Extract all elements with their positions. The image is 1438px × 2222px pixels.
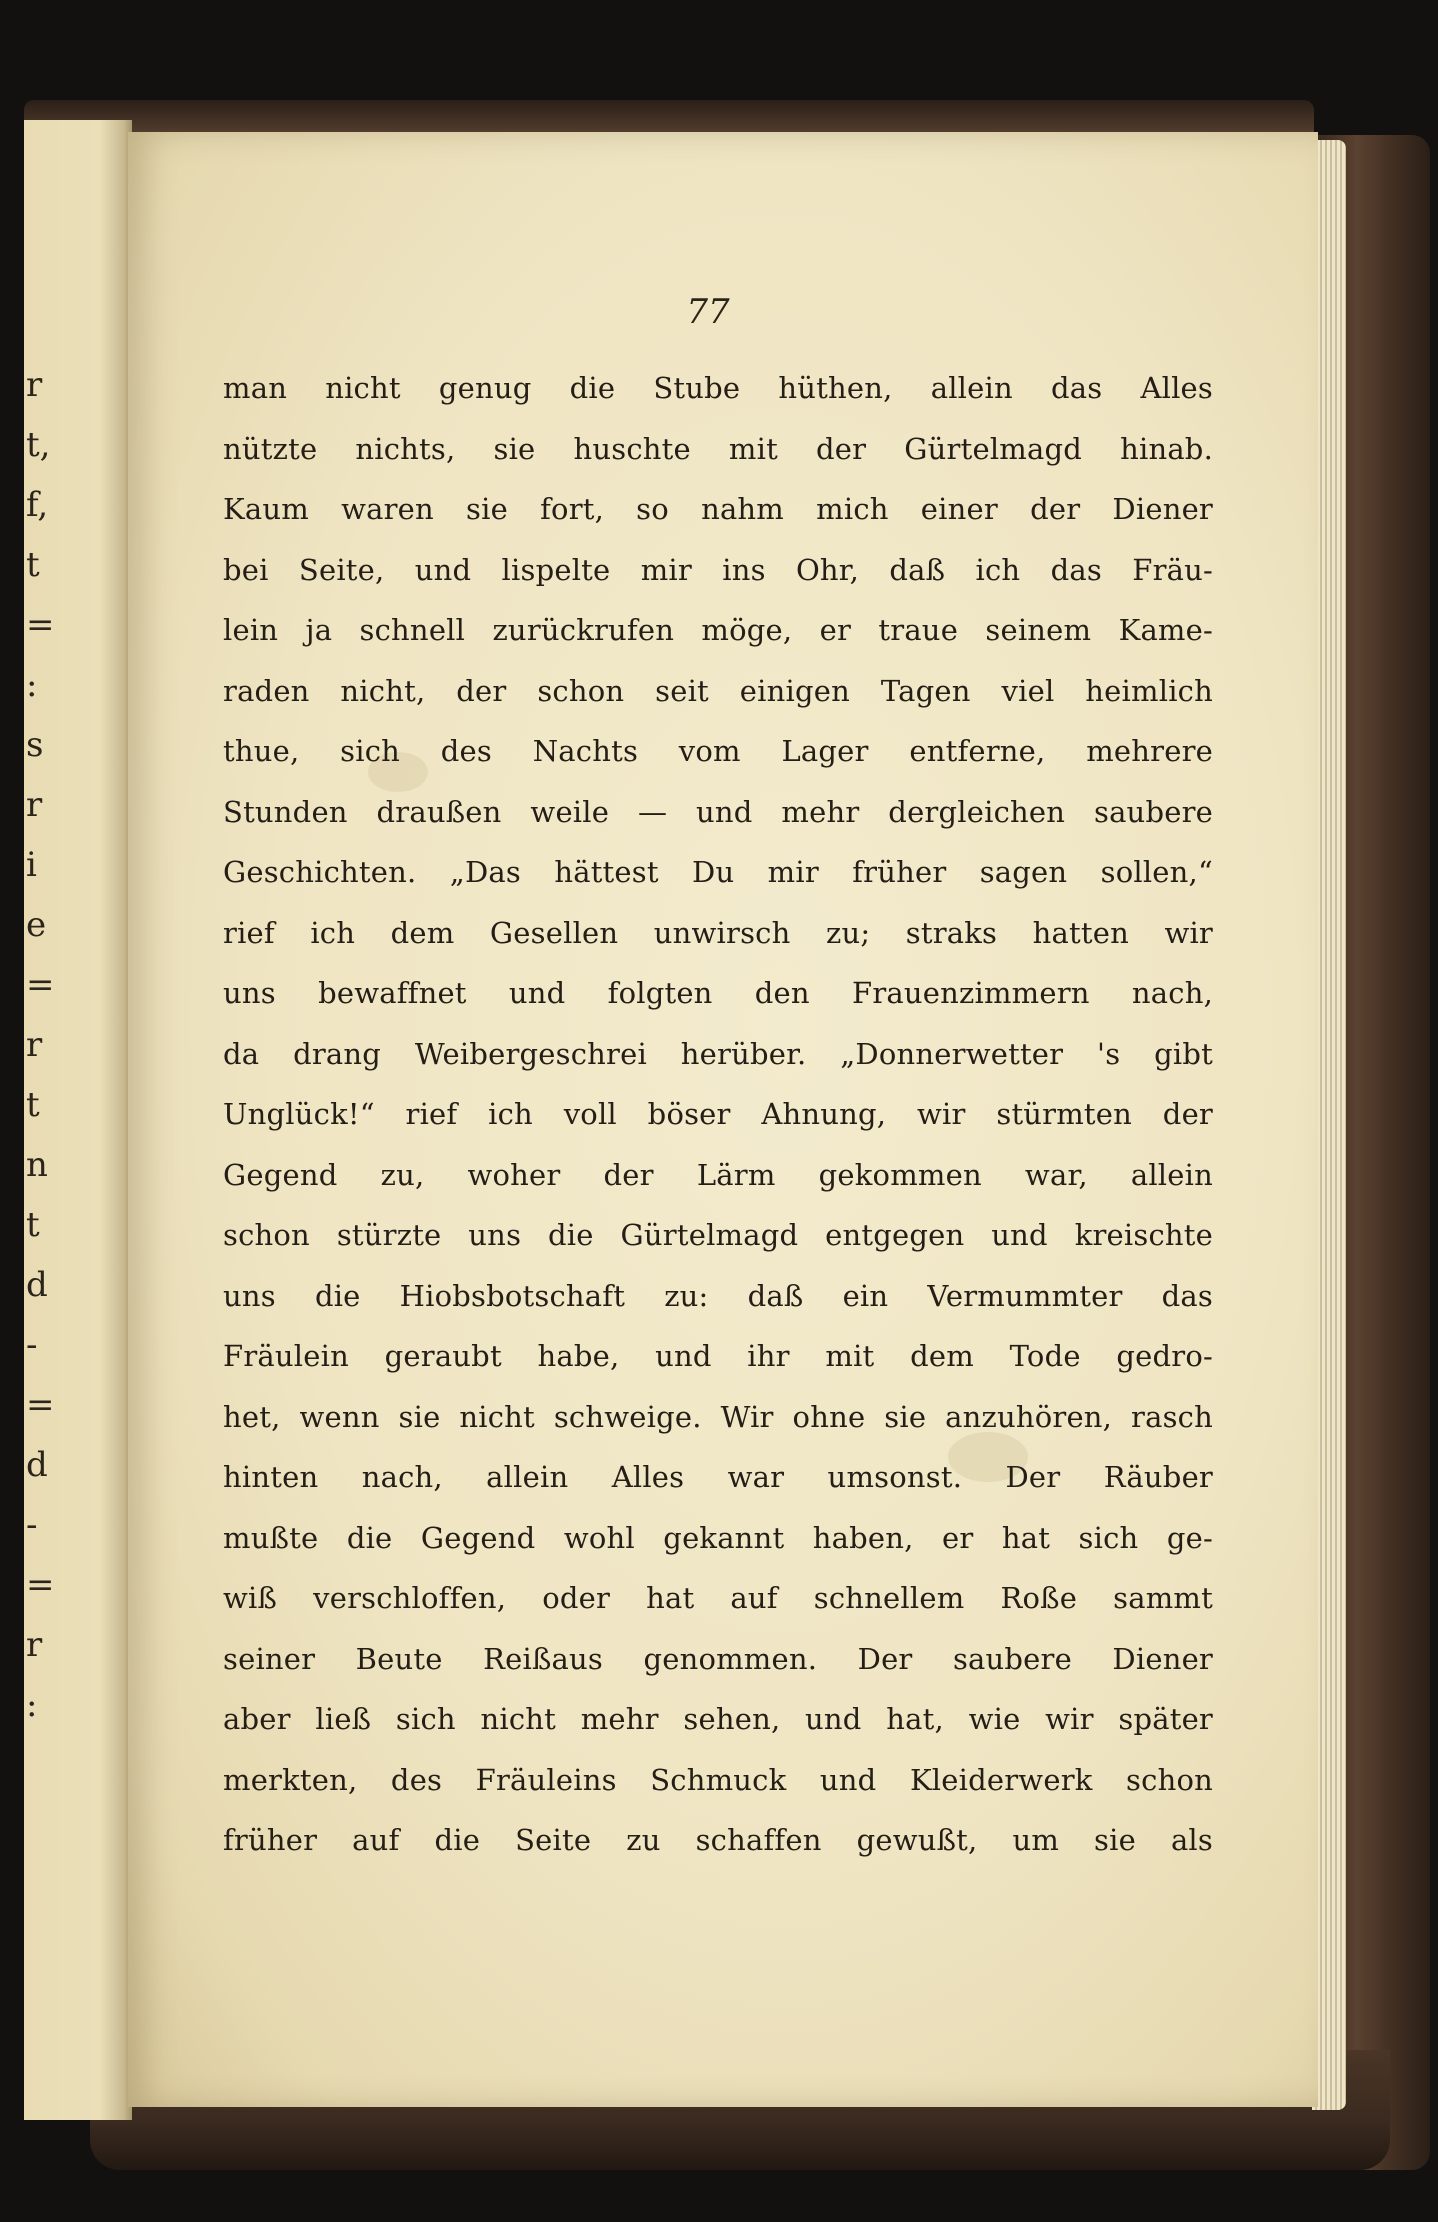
text-line: uns bewaffnet und folgten den Frauenzimmern nach, <box>223 976 1213 1010</box>
text-line: früher auf die Seite zu schaffen gewußt, um sie als <box>223 1823 1213 1857</box>
text-line: merkten, des Fräuleins Schmuck und Kleiderwerk schon <box>223 1762 1213 1797</box>
text-line: aber ließ sich nicht mehr sehen, und hat, wie wir später <box>223 1702 1213 1736</box>
previous-page-glyph: r <box>26 1625 43 1665</box>
text-line: Kaum waren sie fort, so nahm mich einer der Diener <box>223 492 1213 526</box>
text-line: Unglück!“ rief ich voll böser Ahnung, wir stürmten der <box>223 1097 1213 1131</box>
text-line: raden nicht, der schon seit einigen Tagen viel heimlich <box>223 673 1213 708</box>
text-line: Gegend zu, woher der Lärm gekommen war, allein <box>223 1157 1213 1192</box>
previous-page-glyph: e <box>26 905 47 945</box>
text-line: rief ich dem Gesellen unwirsch zu; straks hatten wir <box>223 915 1213 950</box>
previous-page-glyph: = <box>26 605 55 645</box>
page-number: 77 <box>686 292 730 332</box>
previous-page-glyph: s <box>26 725 44 765</box>
previous-page-glyph: f, <box>26 485 49 525</box>
text-line: da drang Weibergeschrei herüber. „Donnerwetter 's gibt <box>223 1036 1213 1071</box>
previous-page-glyph: t <box>26 1085 40 1125</box>
previous-page-glyph: : <box>26 1685 38 1725</box>
previous-page-glyph: t, <box>26 425 51 465</box>
body-text <box>223 358 1213 1871</box>
text-line: Stunden draußen weile — und mehr dergleichen saubere <box>223 794 1213 829</box>
previous-page-glyph: r <box>26 365 43 405</box>
previous-page-glyph: n <box>26 1145 48 1185</box>
text-line: hinten nach, allein Alles war umsonst. Der Räuber <box>223 1460 1213 1494</box>
book-page <box>128 132 1318 2107</box>
text-line: thue, sich des Nachts vom Lager entferne, mehrere <box>223 734 1213 768</box>
previous-page-glyph: - <box>26 1505 38 1545</box>
text-line: seiner Beute Reißaus genommen. Der saubere Diener <box>223 1641 1213 1676</box>
text-line: man nicht genug die Stube hüthen, allein das Alles <box>223 371 1213 405</box>
previous-page-glyph: t <box>26 1205 40 1245</box>
previous-page-glyph: r <box>26 785 43 825</box>
previous-page-sliver <box>24 120 132 2120</box>
previous-page-fragments <box>24 120 132 2120</box>
previous-page-glyph: d <box>26 1265 48 1305</box>
text-line: uns die Hiobsbotschaft zu: daß ein Vermummter das <box>223 1278 1213 1313</box>
text-line: wiß verschloffen, oder hat auf schnellem Roße sammt <box>223 1581 1213 1615</box>
text-line: Fräulein geraubt habe, und ihr mit dem Tode gedro- <box>223 1339 1213 1373</box>
previous-page-glyph: : <box>26 665 38 705</box>
text-line: het, wenn sie nicht schweige. Wir ohne sie anzuhören, rasch <box>223 1399 1213 1434</box>
previous-page-glyph: = <box>26 1385 55 1425</box>
previous-page-glyph: - <box>26 1325 38 1365</box>
previous-page-glyph: = <box>26 1565 55 1605</box>
text-line: Geschichten. „Das hättest Du mir früher sagen sollen,“ <box>223 855 1213 889</box>
text-line: nützte nichts, sie huschte mit der Gürtelmagd hinab. <box>223 431 1213 466</box>
previous-page-glyph: d <box>26 1445 48 1485</box>
text-line: mußte die Gegend wohl gekannt haben, er hat sich ge- <box>223 1520 1213 1555</box>
text-line: lein ja schnell zurückrufen möge, er traue seinem Kame- <box>223 613 1213 647</box>
previous-page-glyph: t <box>26 545 40 585</box>
text-line: schon stürzte uns die Gürtelmagd entgegen und kreischte <box>223 1218 1213 1252</box>
text-line: bei Seite, und lispelte mir ins Ohr, daß ich das Fräu- <box>223 552 1213 587</box>
previous-page-glyph: = <box>26 965 55 1005</box>
previous-page-glyph: i <box>26 845 37 885</box>
previous-page-glyph: r <box>26 1025 43 1065</box>
